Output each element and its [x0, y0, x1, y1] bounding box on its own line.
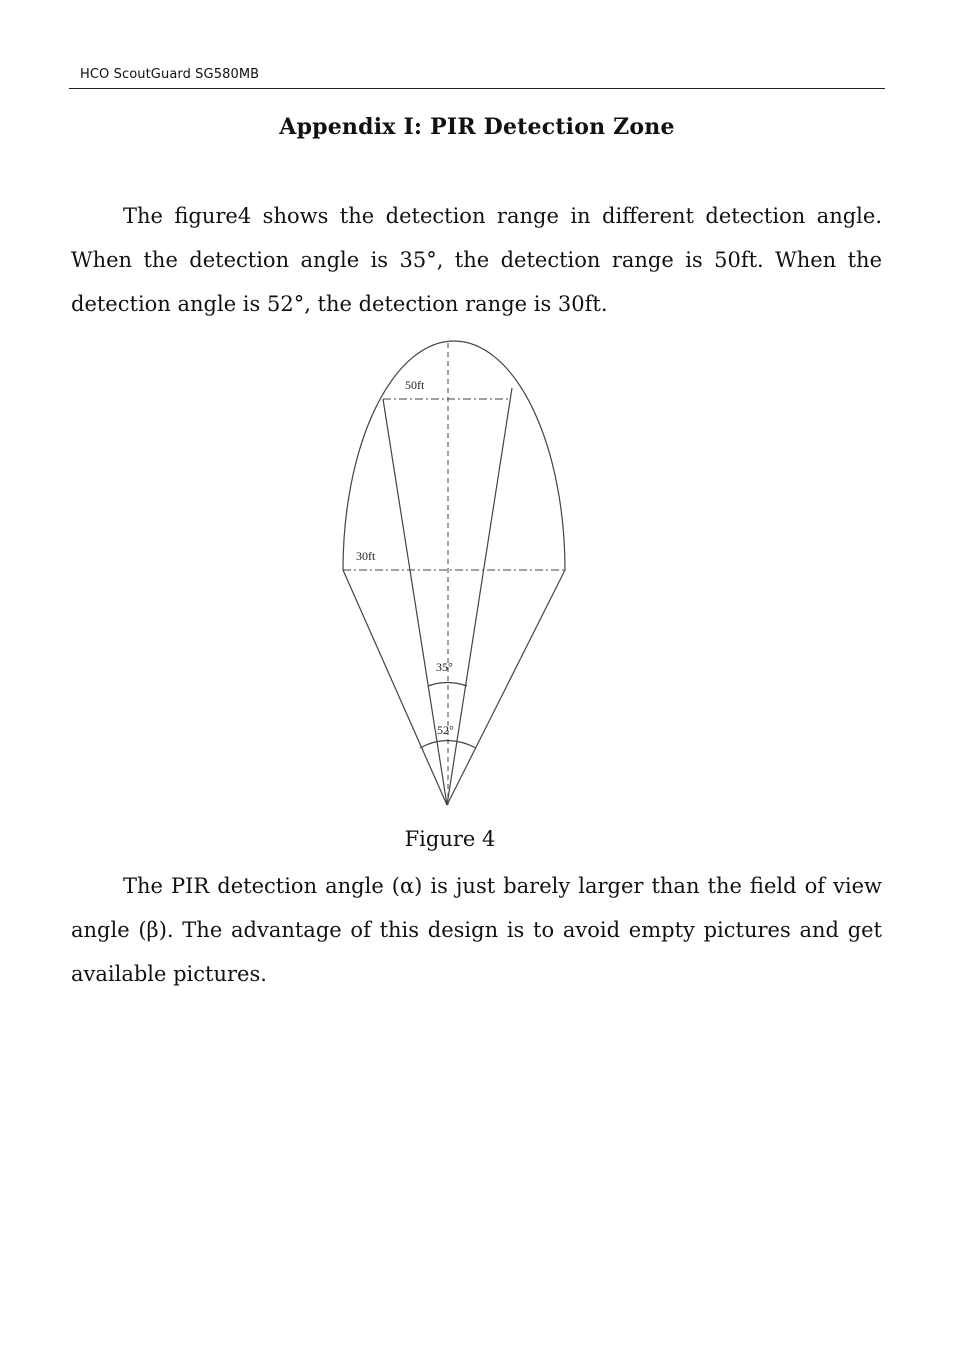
page-title: Appendix I: PIR Detection Zone	[279, 114, 675, 140]
intro-paragraph: The figure4 shows the detection range in different detection angle. When the detection angle is 35°, the detection range is 50ft. When the detection angle is 52°, the detection range is 30ft.	[71, 204, 882, 316]
figure-caption: Figure 4	[404, 827, 496, 851]
cone-35-left-edge	[383, 399, 447, 805]
pir-angle-paragraph: The PIR detection angle (α) is just barely larger than the field of view angle (β). The advantage of this design is to avoid empty pictures and get available pictures.	[71, 874, 882, 986]
label-52-degrees: 52°	[437, 723, 454, 737]
label-35-degrees: 35°	[436, 660, 453, 674]
running-header: HCO ScoutGuard SG580MB	[80, 67, 260, 82]
cone-35-right-edge	[447, 388, 512, 805]
pir-diagram	[0, 330, 954, 820]
label-50ft: 50ft	[405, 378, 425, 392]
pir-detection-zone-figure	[0, 330, 954, 820]
label-30ft: 30ft	[356, 549, 376, 563]
detection-envelope	[343, 341, 565, 805]
header-divider	[69, 88, 885, 89]
